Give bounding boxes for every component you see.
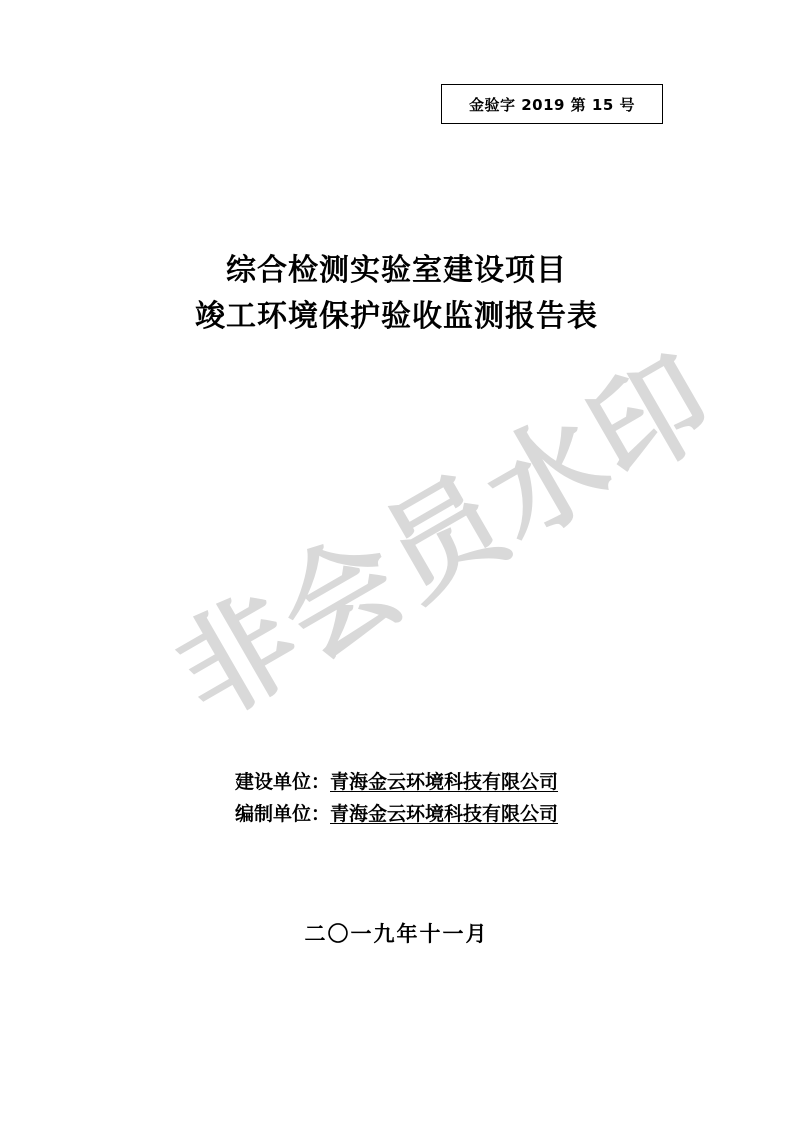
compiling-unit-label: 编制单位： bbox=[234, 803, 330, 825]
title-line-2: 竣工环境保护验收监测报告表 bbox=[195, 299, 598, 334]
document-date: 二〇一九年十一月 bbox=[304, 922, 489, 946]
watermark bbox=[150, 331, 738, 745]
date-block bbox=[0, 918, 793, 948]
watermark-text: 非会员水印 bbox=[155, 331, 738, 745]
units-block bbox=[0, 766, 793, 830]
compiling-unit-row bbox=[0, 798, 793, 830]
title-line-1: 综合检测实验室建设项目 bbox=[226, 253, 567, 288]
construction-unit-label: 建设单位： bbox=[234, 771, 330, 793]
document-title bbox=[0, 248, 793, 340]
construction-unit-value: 青海金云环境科技有限公司 bbox=[330, 771, 559, 793]
document-number-text: 金验字 2019 第 15 号 bbox=[468, 95, 635, 114]
construction-unit-row bbox=[0, 766, 793, 798]
compiling-unit-value: 青海金云环境科技有限公司 bbox=[330, 803, 559, 825]
document-number-box bbox=[441, 84, 663, 124]
